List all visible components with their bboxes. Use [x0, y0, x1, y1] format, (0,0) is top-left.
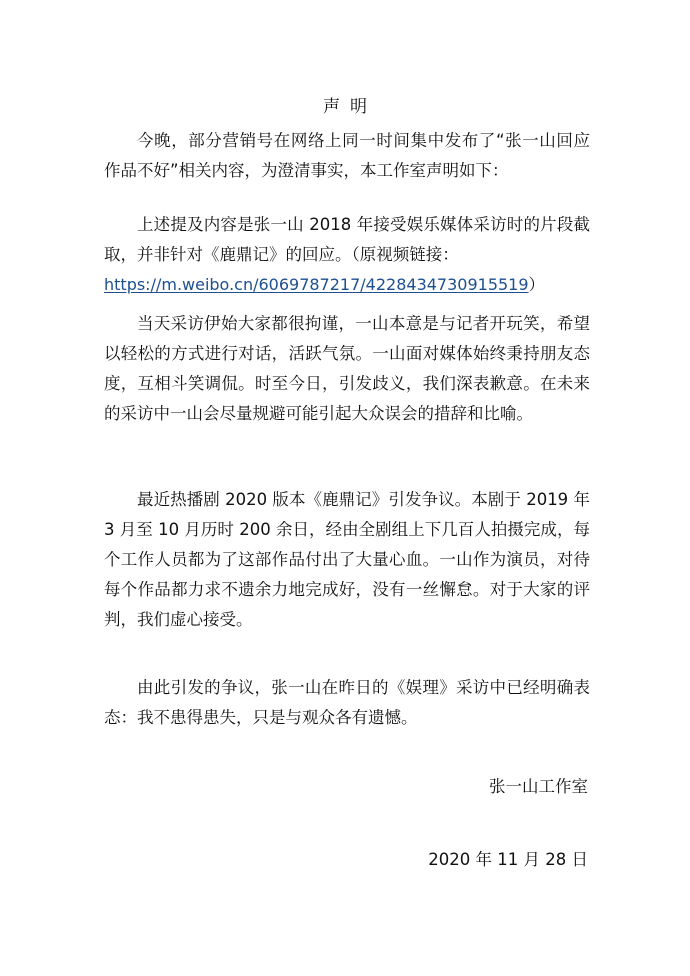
document-title: 声明 [323, 97, 377, 117]
paragraph-drama: 最近热播剧 2020 版本《鹿鼎记》引发争议。本剧于 2019 年 3 月至 10 月历时 200 余日，经由全剧组上下几百人拍摄完成，每个工作人员都为了这部作品付出了大量心血。一山作为演员，对待每个作品都力求不遗余力地完成好，没有一丝懈怠。对于大家的评判，我们虚心接受。 [104, 490, 590, 629]
paragraph-response: 由此引发的争议，张一山在昨日的《娱理》采访中已经明确表态：我不患得患失，只是与观众各有遗憾。 [104, 678, 590, 727]
link-close-paren: ） [528, 275, 545, 294]
video-link-line [104, 270, 604, 300]
video-link[interactable]: https://m.weibo.cn/6069787217/4228434730915519 [104, 275, 529, 294]
signature: 张一山工作室 [489, 777, 588, 796]
paragraph-clarification: 上述提及内容是张一山 2018 年接受娱乐媒体采访时的片段截取，并非针对《鹿鼎记》的回应。（原视频链接： [104, 215, 590, 264]
paragraph-apology: 当天采访伊始大家都很拘谨，一山本意是与记者开玩笑，希望以轻松的方式进行对话，活跃气氛。一山面对媒体始终秉持朋友态度，互相斗笑调侃。时至今日，引发歧义，我们深表歉意。在未来的采访中一山会尽量规避可能引起大众误会的措辞和比喻。 [104, 314, 590, 423]
paragraph-intro: 今晚，部分营销号在网络上同一时间集中发布了“张一山回应作品不好”相关内容，为澄清事实，本工作室声明如下： [104, 131, 590, 180]
document-date: 2020 年 11 月 28 日 [428, 850, 588, 869]
